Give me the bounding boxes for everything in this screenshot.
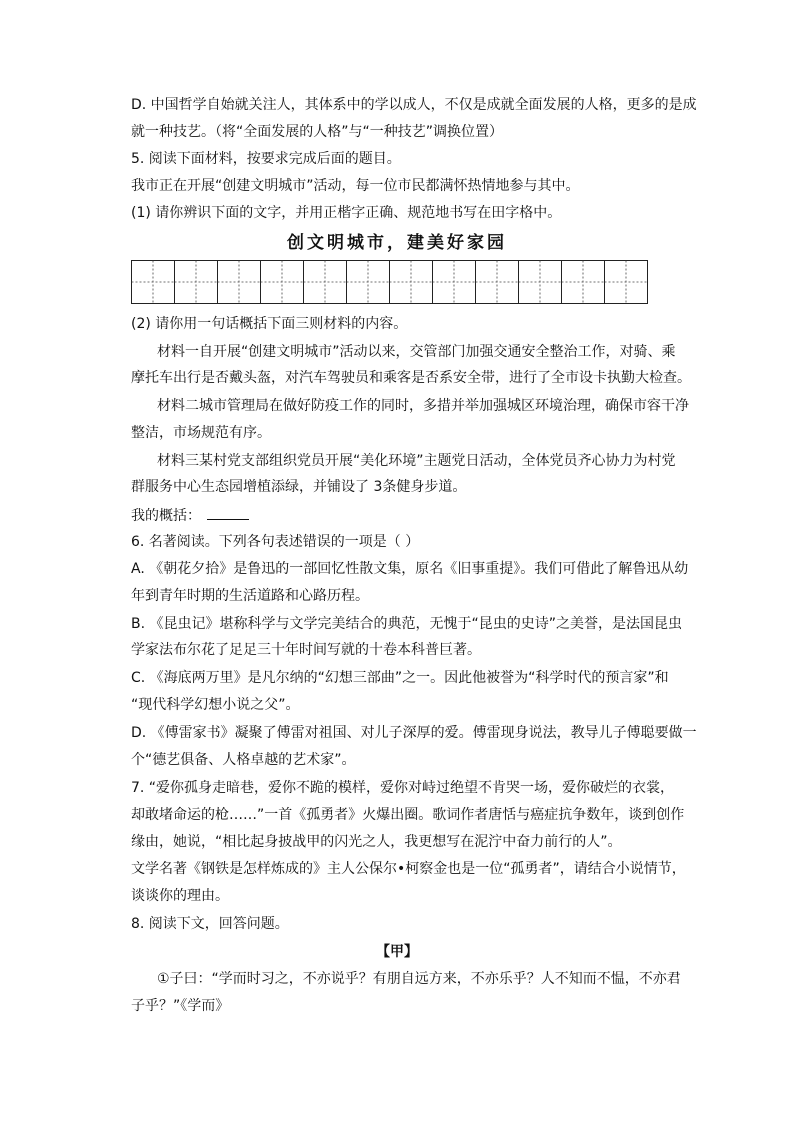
tianzige-grid[interactable] [131, 260, 651, 306]
option-b-line-2: 学家法布尔花了足足三十年时间写就的十卷本科普巨著。 [131, 642, 481, 658]
material-2-line-1: 材料二城市管理局在做好防疫工作的同时，多措并举加强城区环境治理，确保市容干净 [157, 398, 689, 414]
question-7-line-2: 却敢堵命运的枪……”一首《孤勇者》火爆出圈。歌词作者唐恬与癌症抗争数年，谈到创作 [131, 807, 685, 823]
material-2-line-2: 整洁，市场规范有序。 [131, 425, 271, 441]
option-d6-line-2: 个“德艺俱备、人格卓越的艺术家”。 [131, 752, 356, 768]
question-5-part-2: (2) 请你用一句话概括下面三则材料的内容。 [131, 316, 408, 332]
option-c-line-2: “现代科学幻想小说之父”。 [131, 697, 300, 713]
option-d-line-2: 就一种技艺。（将“全面发展的人格”与“一种技艺”调换位置） [131, 124, 504, 140]
option-a-line-1: A. 《朝花夕拾》是鲁迅的一部回忆性散文集，原名《旧事重提》。我们可借此了解鲁迅从幼 [131, 561, 689, 577]
option-b-line-1: B. 《昆虫记》堪称科学与文学完美结合的典范，无愧于“昆虫的史诗”之美誉，是法国昆虫 [131, 616, 683, 632]
summary-label: 我的概括： [131, 508, 201, 524]
option-a-line-2: 年到青年时期的生活道路和心路历程。 [131, 588, 369, 604]
option-d6-line-1: D. 《傅雷家书》凝聚了傅雷对祖国、对儿子深厚的爱。傅雷现身说法，教导儿子傅聪要做一 [131, 725, 697, 741]
material-3-line-1: 材料三某村党支部组织党员开展“美化环境”主题党日活动，全体党员齐心协力为村党 [157, 453, 676, 469]
passage-line-1: ①子曰：“学而时习之，不亦说乎？有朋自远方来，不亦乐乎？人不知而不愠，不亦君 [157, 971, 681, 987]
material-3-line-2: 群服务中心生态园增植添绿，并铺设了 3条健身步道。 [131, 479, 467, 495]
material-1-line-2: 摩托车出行是否戴头盔，对汽车驾驶员和乘客是否系安全带，进行了全市设卡执勤大检查。 [131, 370, 691, 386]
question-5-title: 5. 阅读下面材料，按要求完成后面的题目。 [131, 151, 401, 167]
question-7-line-4: 文学名著《钢铁是怎样炼成的》主人公保尔•柯察金也是一位“孤勇者”，请结合小说情节， [131, 861, 686, 877]
option-d-line-1: D. 中国哲学自始就关注人，其体系中的学以成人，不仅是成就全面发展的人格，更多的是成 [131, 97, 697, 113]
question-5-intro: 我市正在开展“创建文明城市”活动，每一位市民都满怀热情地参与其中。 [131, 178, 580, 194]
question-5-part-1: (1) 请你辨识下面的文字，并用正楷字正确、规范地书写在田字格中。 [131, 205, 562, 221]
question-8-title: 8. 阅读下文，回答问题。 [131, 916, 289, 932]
calligraphy-slogan: 创文明城市，建美好家园 [287, 233, 507, 253]
material-1-line-1: 材料一自开展“创建文明城市”活动以来，交管部门加强交通安全整治工作，对骑、乘 [157, 344, 676, 360]
question-7-line-3: 缘由，她说，“相比起身披战甲的闪光之人，我更想写在泥泞中奋力前行的人”。 [131, 834, 622, 850]
summary-answer-line [131, 505, 249, 526]
summary-blank[interactable] [207, 505, 249, 520]
option-c-line-1: C. 《海底两万里》是凡尔纳的“幻想三部曲”之一。因此他被誉为“科学时代的预言家”和 [131, 670, 669, 686]
question-7-line-5: 谈谈你的理由。 [131, 888, 229, 904]
section-jia-heading: 【甲】 [376, 944, 418, 960]
question-7-line-1: 7. “爱你孤身走暗巷，爱你不跪的模样，爱你对峙过绝望不肯哭一场，爱你破烂的衣裳， [131, 780, 675, 796]
question-6-title: 6. 名著阅读。下列各句表述错误的一项是（ ） [131, 534, 420, 550]
passage-line-2: 子乎？”《学而》 [131, 998, 230, 1014]
